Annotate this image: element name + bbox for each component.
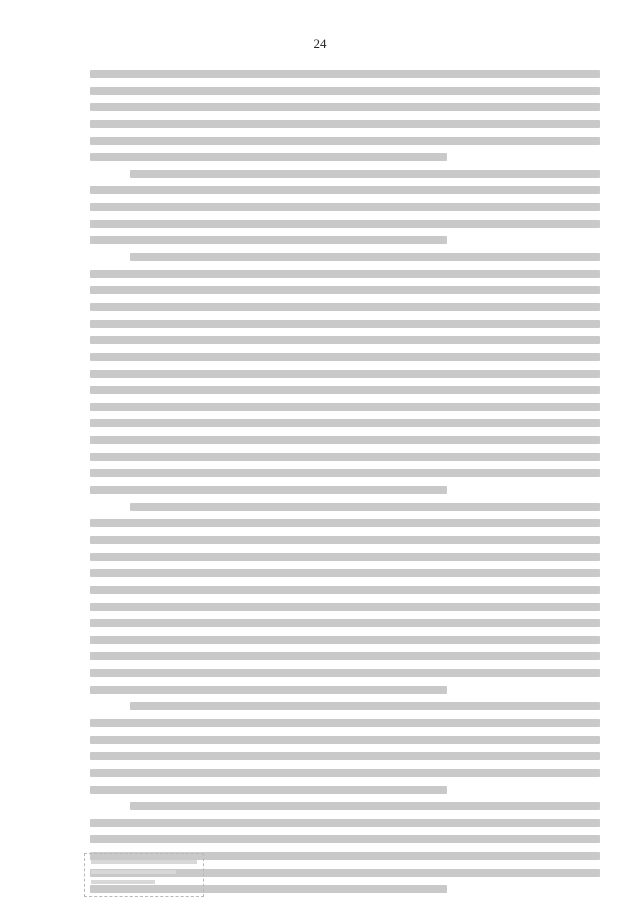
text-line xyxy=(90,586,600,594)
text-line xyxy=(90,270,600,278)
text-line xyxy=(90,153,447,161)
text-line xyxy=(90,370,600,378)
page-number: 24 xyxy=(313,36,327,51)
text-line xyxy=(90,353,600,361)
text-line xyxy=(130,503,600,511)
text-line xyxy=(90,636,600,644)
text-line xyxy=(90,669,600,677)
text-line xyxy=(90,286,600,294)
text-line xyxy=(130,802,600,810)
text-line xyxy=(90,186,600,194)
text-line xyxy=(90,403,600,411)
text-line xyxy=(90,719,600,727)
text-line xyxy=(90,436,600,444)
text-line xyxy=(90,453,600,461)
text-line xyxy=(90,419,600,427)
text-line xyxy=(90,303,600,311)
text-line xyxy=(90,519,600,527)
text-line xyxy=(90,819,600,827)
text-line xyxy=(90,486,447,494)
text-line xyxy=(90,70,600,78)
paragraph xyxy=(90,503,600,694)
text-line xyxy=(130,170,600,178)
text-line xyxy=(90,137,600,145)
text-line xyxy=(90,536,600,544)
text-line xyxy=(90,236,447,244)
text-line xyxy=(90,386,600,394)
paragraph xyxy=(90,702,600,793)
paragraph xyxy=(90,170,600,245)
text-line xyxy=(90,835,600,843)
text-line xyxy=(90,203,600,211)
body-text xyxy=(90,70,600,902)
text-line xyxy=(90,786,447,794)
text-line xyxy=(90,736,600,744)
text-line xyxy=(130,702,600,710)
text-line xyxy=(90,103,600,111)
text-line xyxy=(90,752,600,760)
text-line xyxy=(90,569,600,577)
text-line xyxy=(90,469,600,477)
text-line xyxy=(90,603,600,611)
text-line xyxy=(90,320,600,328)
paragraph xyxy=(90,253,600,494)
paragraph xyxy=(90,70,600,161)
text-line xyxy=(90,769,600,777)
text-line xyxy=(130,253,600,261)
text-line xyxy=(90,336,600,344)
text-line xyxy=(90,553,600,561)
text-line xyxy=(90,220,600,228)
text-line xyxy=(90,87,600,95)
text-line xyxy=(90,619,600,627)
text-line xyxy=(90,686,447,694)
text-line xyxy=(90,120,600,128)
text-line xyxy=(90,652,600,660)
document-stamp xyxy=(84,853,204,897)
